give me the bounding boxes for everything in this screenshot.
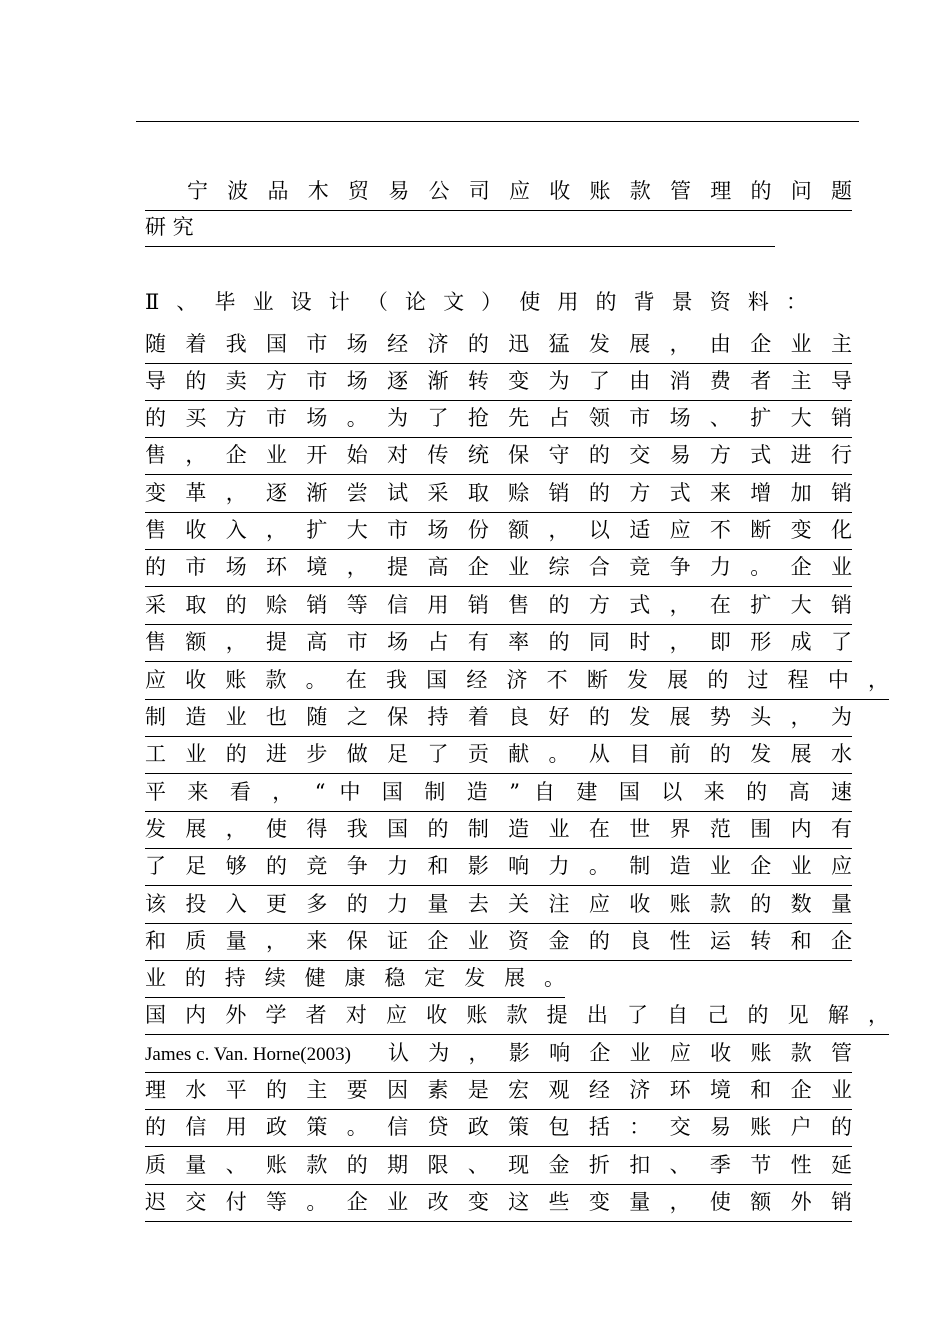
body-line: 发 展 ， 使 得 我 国 的 制 造 业 在 世 界 范 围 内 有	[145, 814, 852, 849]
citation-text: 认 为 ， 影 响 企 业 应 收 账 款 管	[388, 1041, 852, 1065]
body-line: 该 投 入 更 多 的 力 量 去 关 注 应 收 账 款 的 数 量	[145, 889, 852, 924]
body-line: 制 造 业 也 随 之 保 持 着 良 好 的 发 展 势 头 ， 为	[145, 702, 852, 737]
section-heading: Ⅱ 、 毕 业 设 计 （ 论 文 ） 使 用 的 背 景 资 料 ：	[145, 290, 807, 314]
body-line: 应 收 账 款 。 在 我 国 经 济 不 断 发 展 的 过 程 中 ，	[145, 665, 889, 700]
title-line-2: 研 究	[145, 212, 775, 247]
body-line: 变 革 ， 逐 渐 尝 试 采 取 赊 销 的 方 式 来 增 加 销	[145, 478, 852, 513]
title-line-1: 宁 波 品 木 贸 易 公 司 应 收 账 款 管 理 的 问 题	[145, 176, 852, 211]
body-line-citation	[145, 1038, 852, 1073]
body-line: 质 量 、 账 款 的 期 限 、 现 金 折 扣 、 季 节 性 延	[145, 1150, 852, 1185]
body-line: 国 内 外 学 者 对 应 收 账 款 提 出 了 自 己 的 见 解 ，	[145, 1000, 889, 1035]
body-line: 随 着 我 国 市 场 经 济 的 迅 猛 发 展 ， 由 企 业 主	[145, 329, 852, 364]
body-line: 售 ， 企 业 开 始 对 传 统 保 守 的 交 易 方 式 进 行	[145, 440, 852, 475]
header-rule	[136, 121, 859, 122]
body-line: 业 的 持 续 健 康 稳 定 发 展 。	[145, 963, 565, 998]
body-line: 的 信 用 政 策 。 信 贷 政 策 包 括 ： 交 易 账 户 的	[145, 1112, 852, 1147]
body-line: 售 额 ， 提 高 市 场 占 有 率 的 同 时 ， 即 形 成 了	[145, 627, 852, 662]
body-line: 理 水 平 的 主 要 因 素 是 宏 观 经 济 环 境 和 企 业	[145, 1075, 852, 1110]
body-line: 工 业 的 进 步 做 足 了 贡 献 。 从 目 前 的 发 展 水	[145, 739, 852, 774]
body-line: 的 市 场 环 境 ， 提 高 企 业 综 合 竞 争 力 。 企 业	[145, 552, 852, 587]
citation-author: James c. Van. Horne(2003)	[145, 1044, 351, 1065]
body-line: 和 质 量 ， 来 保 证 企 业 资 金 的 良 性 运 转 和 企	[145, 926, 852, 961]
body-line: 了 足 够 的 竞 争 力 和 影 响 力 。 制 造 业 企 业 应	[145, 851, 852, 886]
body-line: 迟 交 付 等 。 企 业 改 变 这 些 变 量 ， 使 额 外 销	[145, 1187, 852, 1222]
body-line: 的 买 方 市 场 。 为 了 抢 先 占 领 市 场 、 扩 大 销	[145, 403, 852, 438]
body-line: 采 取 的 赊 销 等 信 用 销 售 的 方 式 ， 在 扩 大 销	[145, 590, 852, 625]
body-line: 平 来 看 ， “ 中 国 制 造 ” 自 建 国 以 来 的 高 速	[145, 777, 852, 812]
body-line: 售 收 入 ， 扩 大 市 场 份 额 ， 以 适 应 不 断 变 化	[145, 515, 852, 550]
body-line: 导 的 卖 方 市 场 逐 渐 转 变 为 了 由 消 费 者 主 导	[145, 366, 852, 401]
